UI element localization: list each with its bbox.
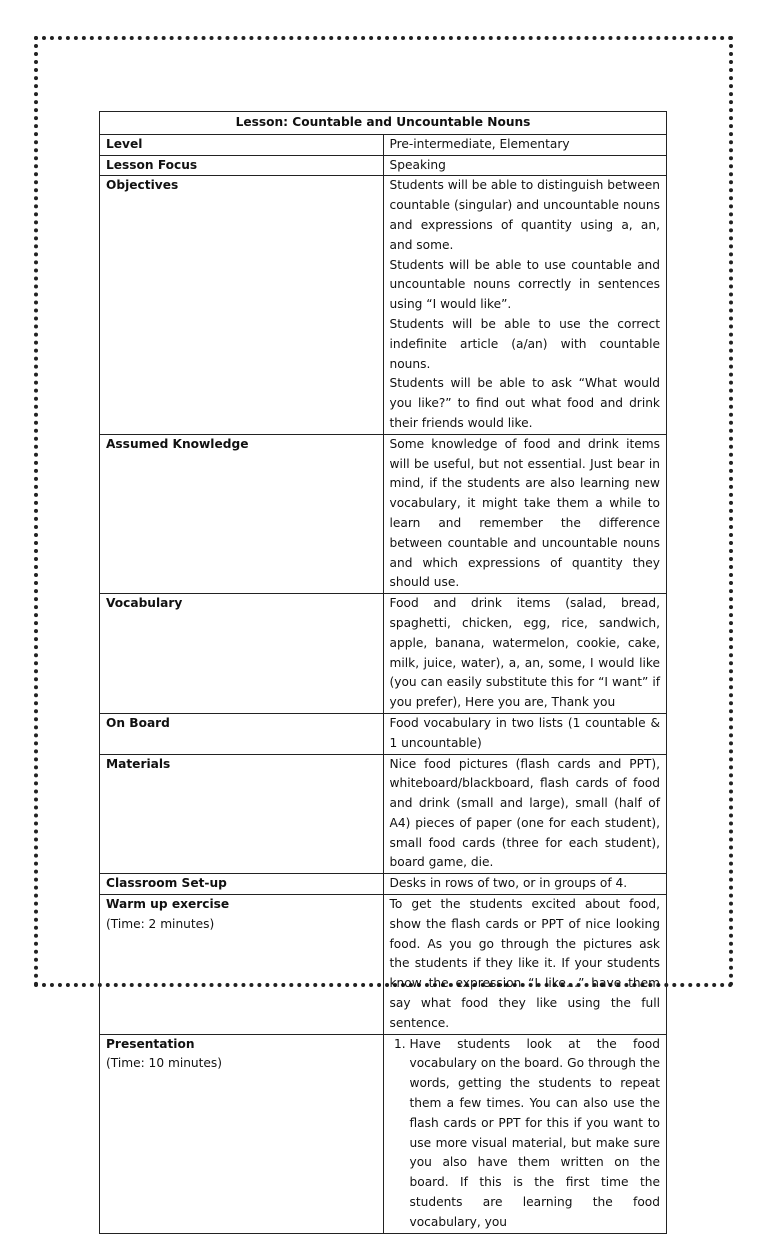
objectives-value — [383, 176, 667, 434]
materials-value: Nice food pictures (flash cards and PPT), whiteboard/blackboard, flash cards of food and drink (small and large), small (half of A4) pieces of paper (one for each student), small food cards (three for each student), board game, die. — [383, 754, 667, 874]
board-value: Food vocabulary in two lists (1 countable & 1 uncountable) — [383, 713, 667, 754]
objective-item: Students will be able to use countable and uncountable nouns correctly in sentences using “I would like”. — [389, 257, 660, 312]
setup-label: Classroom Set-up — [100, 874, 384, 895]
presentation-row — [100, 1034, 667, 1233]
knowledge-label: Assumed Knowledge — [100, 434, 384, 593]
presentation-label-cell — [100, 1034, 384, 1233]
vocabulary-label: Vocabulary — [100, 594, 384, 714]
setup-value: Desks in rows of two, or in groups of 4. — [383, 874, 667, 895]
title-row — [100, 112, 667, 135]
presentation-step: 1. Have students look at the food vocabulary on the board. Go through the words, getting the students to repeat them a few times. You can also use the flash cards or PPT for this if you want to use more visual material, but make sure you also have them written on the board. If this is the first time the students are learning the food vocabulary, you — [410, 1035, 661, 1233]
focus-row — [100, 155, 667, 176]
vocabulary-row — [100, 594, 667, 714]
objectives-label: Objectives — [100, 176, 384, 434]
objective-item: Students will be able to distinguish between countable (singular) and uncountable nouns and expressions of quantity using a, an, and some. — [389, 178, 660, 252]
warmup-label: Warm up exercise — [106, 897, 230, 912]
lesson-plan-table — [99, 111, 667, 1234]
setup-row — [100, 874, 667, 895]
warmup-time: (Time: 2 minutes) — [106, 916, 215, 931]
warmup-row — [100, 895, 667, 1035]
presentation-time: (Time: 10 minutes) — [106, 1056, 223, 1071]
presentation-value — [383, 1034, 667, 1233]
focus-value: Speaking — [383, 155, 667, 176]
presentation-steps — [390, 1035, 661, 1233]
focus-label: Lesson Focus — [100, 155, 384, 176]
lesson-title: Lesson: Countable and Uncountable Nouns — [100, 112, 667, 135]
board-label: On Board — [100, 713, 384, 754]
materials-label: Materials — [100, 754, 384, 874]
warmup-label-cell — [100, 895, 384, 1035]
objective-item: Students will be able to ask “What would you like?” to find out what food and drink their friends would like. — [389, 376, 660, 430]
level-label: Level — [100, 134, 384, 155]
presentation-label: Presentation — [106, 1036, 195, 1051]
level-value: Pre-intermediate, Elementary — [383, 134, 667, 155]
materials-row — [100, 754, 667, 874]
vocabulary-value: Food and drink items (salad, bread, spaghetti, chicken, egg, rice, sandwich, apple, banana, watermelon, cookie, cake, milk, juice, water), a, an, some, I would like (you can easily substitute this for “I want” if you prefer), Here you are, Thank you — [383, 594, 667, 714]
board-row — [100, 713, 667, 754]
warmup-value: To get the students excited about food, show the flash cards or PPT of nice looking food. As you go through the pictures ask the students if they like it. If your students know the expression “I like…” have them say what food they like using the full sentence. — [383, 895, 667, 1035]
objectives-row — [100, 176, 667, 434]
level-row — [100, 134, 667, 155]
knowledge-value: Some knowledge of food and drink items will be useful, but not essential. Just bear in mind, if the students are also learning new vocabulary, it might take them a while to learn and remember the difference between countable and uncountable nouns and which expressions of quantity they should use. — [383, 434, 667, 593]
knowledge-row — [100, 434, 667, 593]
objective-item: Students will be able to use the correct indefinite article (a/an) with countable nouns. — [389, 316, 660, 371]
